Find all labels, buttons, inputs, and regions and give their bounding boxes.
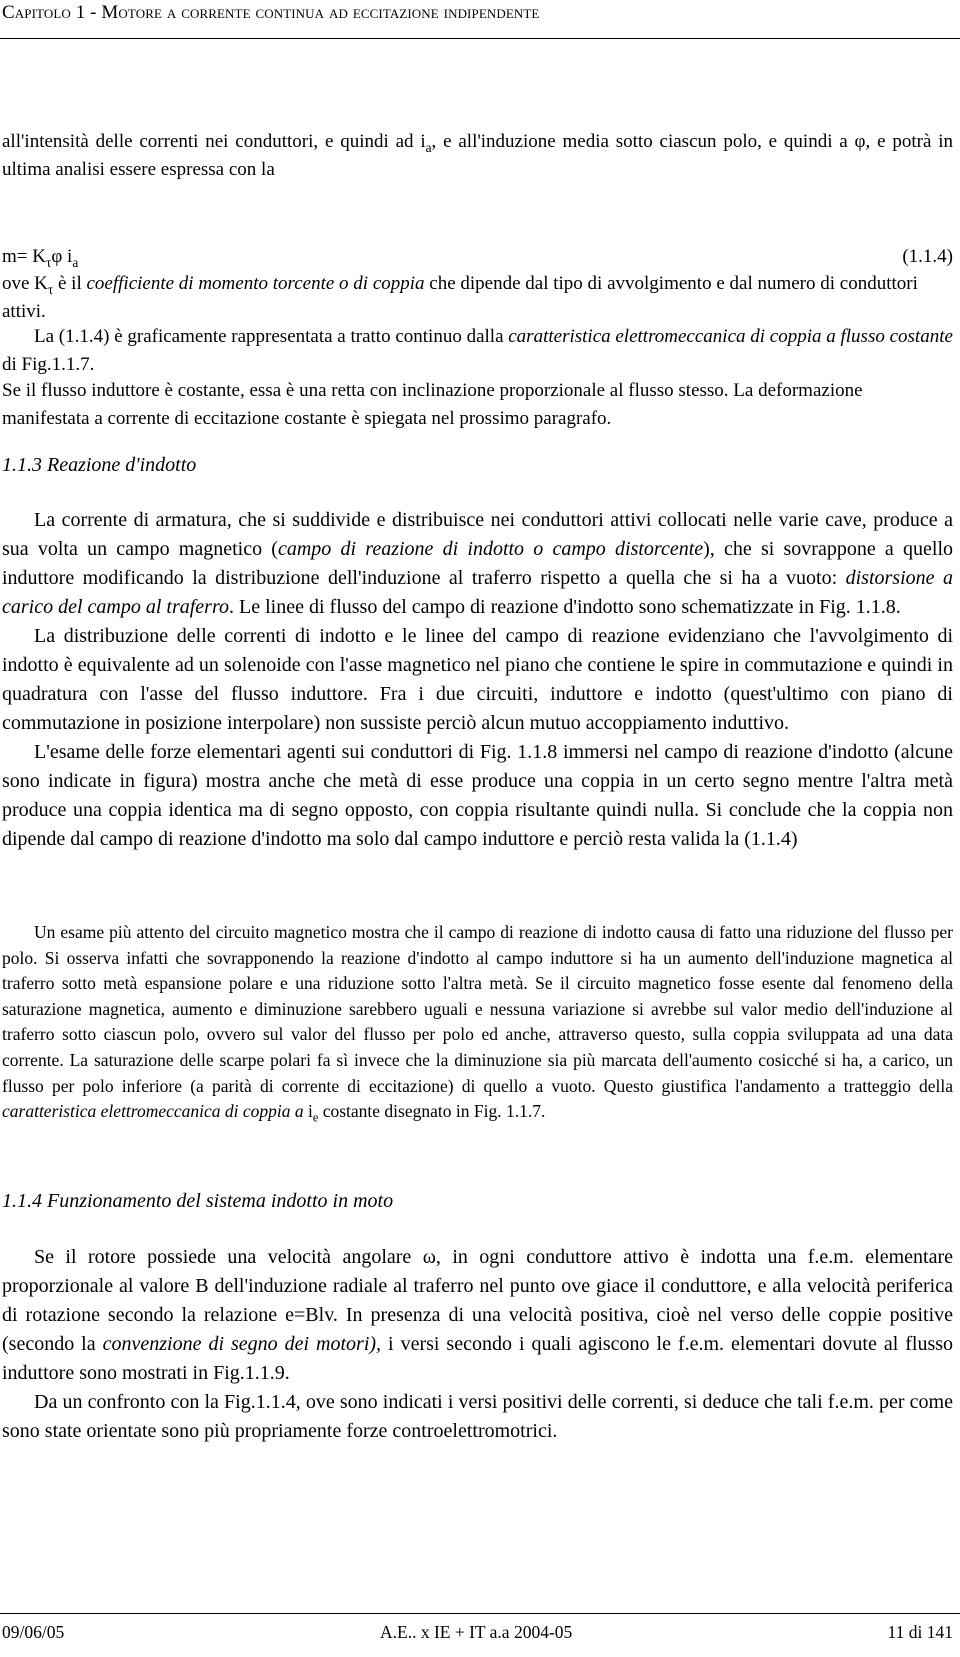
text-run: è il [53,273,87,294]
text-run: i [303,1101,313,1122]
text-run: Se il rotore possiede una velocità angolare ω, in ogni conduttore attivo è indotta una f.e.m. elementare proporzionale al valore B dell'induzione radiale al traferro nel punto ove giace il conduttore, e alla velocità periferica di rotazione secondo la relazione e=Blv. In presenza di una velocità positiva, cioè nel verso delle coppie positive (secondo la [2,1246,953,1355]
paragraph-forces: L'esame delle forze elementari agenti sui conduttori di Fig. 1.1.8 immersi nel campo di reazione d'indotto (alcune sono indicate in figura) mostra anche che metà di esse produce una coppia in un certo segno mentre l'altra metà produce una coppia identica ma di segno opposto, con coppia risultante quindi nulla. Si conclude che la coppia non dipende dal campo di reazione d'indotto ma solo dal campo induttore e perciò resta valida la (1.1.4) [2,741,953,850]
subscript-e: e [312,1110,319,1125]
intro-paragraph [2,128,953,183]
text-run: Se il flusso induttore è costante, essa è una retta con inclinazione proporzionale al flusso stesso. La deformazione manifestata a corrente di eccitazione costante è spiegata nel prossimo paragrafo. [2,380,863,429]
text-run: Un esame più attento del circuito magnetico mostra che il campo di reazione di indotto causa di fatto una riduzione del flusso per polo. Si osserva infatti che sovrapponendo la reazione d'indotto al campo induttore si ha un aumento dell'induzione magnetica al traferro sotto metà espansione polare e una riduzione sotto l'altra metà. Se il circuito magnetico fosse esente dal fenomeno della saturazione magnetica, aumento e diminuzione sarebbero uguali e nessuna variazione si avrebbe sul valor medio dell'induzione al traferro sotto ciascun polo, ovvero sul valor del flusso per polo ed anche, attraverso questo, sulla coppia sviluppata ad una data corrente. La saturazione delle scarpe polari fa sì invece che la diminuzione sia più marcata dell'aumento cosicché si ha, a carico, un flusso per polo inferiore (a parità di corrente di eccitazione) di quello a vuoto. Questo giustifica l'andamento a tratteggio della [2,922,953,1096]
term-reaction-field: campo di reazione di indotto o campo distorcente [277,538,704,560]
text-run: i versi secondo i quali agiscono le f.e.m. elementari dovute al flusso induttore sono mostrati in Fig.1.1.9. [2,1333,954,1384]
intro-text: all'intensità delle correnti nei conduttori, e quindi ad i [2,131,426,152]
term-sign-convention: convenzione di segno dei motori), [102,1333,382,1355]
term-coefficient: coefficiente di momento torcente o di coppia [86,273,425,294]
subscript-tau: τ [45,254,52,270]
header-rule [0,38,960,39]
page-header [2,2,539,24]
footer-page-number: 11 di 141 [887,1622,953,1642]
intro-text-cont: , e all'induzione media sotto ciascun polo, e quindi a φ, e potrà in ultima analisi essere espressa con la [2,131,953,180]
text-run: ), che si sovrappone a quello induttore modificando la distribuzione dell'induzione al traferro rispetto a quella che si ha a vuoto: [2,538,954,589]
footer-date: 09/06/05 [2,1622,65,1642]
paragraph-distribution: La distribuzione delle correnti di indotto e le linee del campo di reazione evidenziano che l'avvolgimento di indotto è equivalente ad un solenoide con l'asse magnetico nel piano che contiene le spire in commutazione e quindi in quadratura con l'asse del flusso induttore. Fra i due circuiti, induttore e indotto (quest'ultimo con piano di commutazione in posizione interpolare) non sussiste perciò alcun mutuo accoppiamento induttivo. [2,625,953,734]
paragraph-comparison: Da un confronto con la Fig.1.1.4, ove sono indicati i versi positivi delle correnti, si deduce che tali f.e.m. per come sono state orientate sono più propriamente forze controelettromotrici. [2,1391,953,1442]
section-1-1-3-body [2,506,953,854]
footer-rule [0,1613,960,1614]
equation-lhs: m= K [2,246,46,267]
term-characteristic: caratteristica elettromeccanica di coppia a [2,1101,304,1122]
footer-course: A.E.. x IE + IT a.a 2004-05 [380,1622,573,1642]
equation-1-1-4 [2,246,953,268]
term-distortion: distorsione a carico del campo al traferro [2,567,953,618]
subscript-a: a [425,139,432,155]
small-print-paragraph [2,920,953,1125]
subscript-tau: τ [47,281,54,297]
text-run: . Le linee di flusso del campo di reazione d'indotto sono schematizzate in Fig. 1.1.8. [229,596,901,618]
equation-number: (1.1.4) [902,246,953,267]
subscript-a: a [72,254,79,270]
section-heading-1-1-4: 1.1.4 Funzionamento del sistema indotto in moto [2,1190,394,1212]
text-run: La (1.1.4) è graficamente rappresentata a tratto continuo dalla [34,326,509,347]
text-run: La corrente di armatura, che si suddivide e distribuisce nei conduttori attivi collocati nelle varie cave, produce a sua volta un campo magnetico ( [2,509,953,560]
text-run: ove K [2,273,48,294]
equation-phi: φ i [51,246,73,267]
term-characteristic: caratteristica elettromeccanica di coppia a flusso costante [508,326,953,347]
text-run: costante disegnato in Fig. 1.1.7. [318,1101,546,1122]
text-run: che dipende dal tipo di avvolgimento e dal numero di conduttori attivi. [2,273,918,322]
chapter-title: Capitolo 1 - Motore a corrente continua ad eccitazione indipendente [2,2,540,23]
text-run: di Fig.1.1.7. [2,353,95,375]
paragraph-se [2,377,953,432]
section-1-1-4-body [2,1243,953,1446]
section-heading-1-1-3: 1.1.3 Reazione d'indotto [2,454,197,476]
paragraph-ove [2,270,953,325]
paragraph-la [2,323,953,378]
